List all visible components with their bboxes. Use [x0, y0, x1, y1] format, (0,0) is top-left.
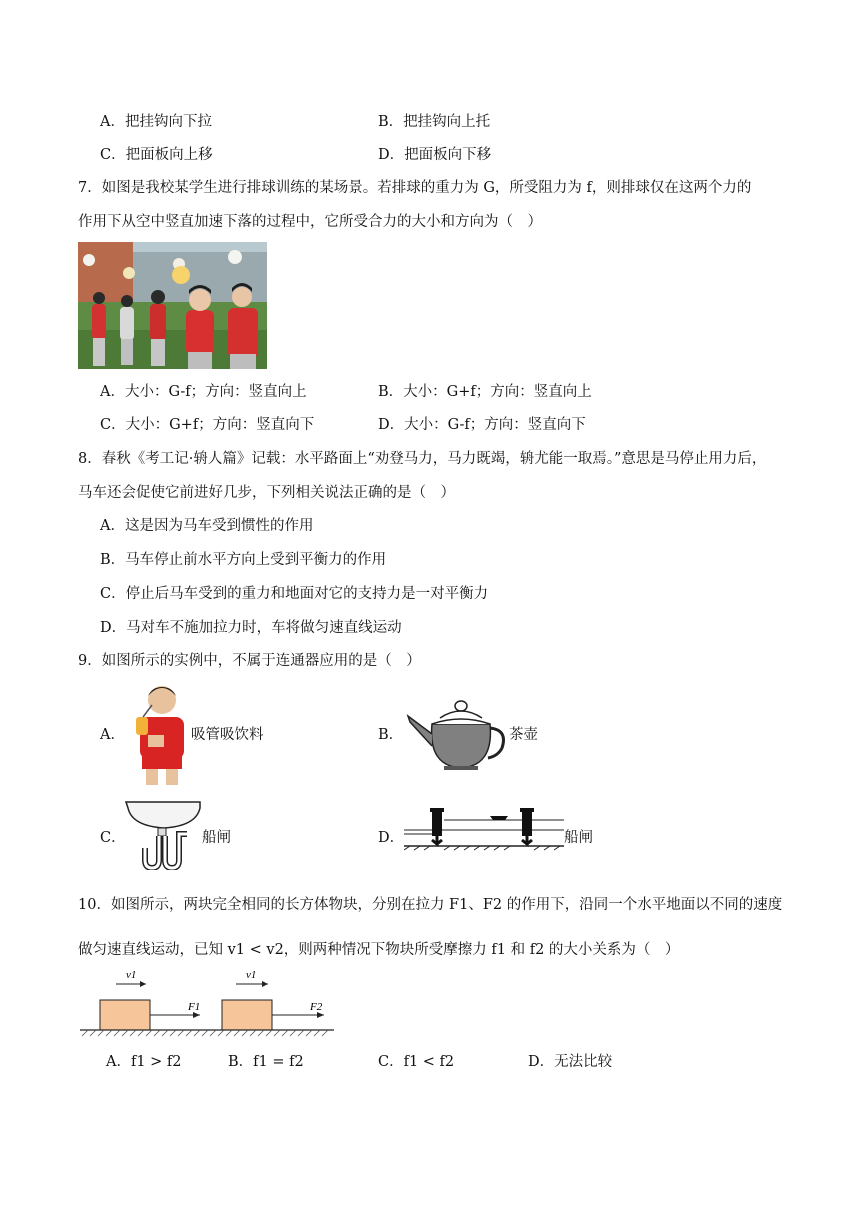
- drain-pipe-image: [124, 798, 202, 870]
- q6-option-a: A．把挂钩向下拉: [100, 114, 212, 130]
- q7-stem-line1: 7．如图是我校某学生进行排球训练的某场景。若排球的重力为 G，所受阻力为 f，则排球仅在这两个力的: [78, 180, 752, 196]
- q7-option-d: D．大小：G-f；方向：竖直向下: [378, 417, 586, 433]
- q10-stem-line1: 10．如图所示，两块完全相同的长方体物块，分别在拉力 F1、F2 的作用下，沿同一个水平地面以不同的速度: [78, 897, 783, 913]
- q7-stem-line2: 作用下从空中竖直加速下落的过程中，它所受合力的大小和方向为（ ）: [78, 214, 542, 230]
- q6-option-b: B．把挂钩向上托: [378, 114, 491, 130]
- q9-option-d-caption: 船闸: [564, 830, 593, 846]
- q9-option-c-caption: 船闸: [202, 830, 231, 846]
- q10-stem-line2: 做匀速直线运动，已知 v1 < v2，则两种情况下物块所受摩擦力 f1 和 f2 的大小关系为（ ）: [78, 942, 680, 958]
- blocks-diagram: [80, 964, 336, 1040]
- q7-option-c: C．大小：G+f；方向：竖直向下: [100, 417, 315, 433]
- q9-stem: 9．如图所示的实例中，不属于连通器应用的是（ ）: [78, 653, 421, 669]
- q8-option-b: B．马车停止前水平方向上受到平衡力的作用: [100, 552, 387, 568]
- q6-option-c: C．把面板向上移: [100, 147, 213, 163]
- q8-option-a: A．这是因为马车受到惯性的作用: [100, 518, 314, 534]
- boy-drinking-image: [128, 683, 190, 787]
- f2-label: F2: [310, 1001, 323, 1013]
- q9-option-a-key: A．: [100, 727, 125, 743]
- q9-option-a-caption: 吸管吸饮料: [191, 727, 264, 743]
- v1-label-a: v1: [126, 969, 137, 981]
- q6-option-d: D．把面板向下移: [378, 147, 492, 163]
- q9-option-c-key: C．: [100, 830, 126, 846]
- teapot-image: [404, 696, 508, 772]
- f1-label: F1: [188, 1001, 201, 1013]
- q10-option-b: B．f1 = f2: [228, 1054, 304, 1070]
- v1-label-b: v1: [246, 969, 257, 981]
- q7-option-b: B．大小：G+f；方向：竖直向上: [378, 384, 592, 400]
- q9-option-b-key: B．: [378, 727, 404, 743]
- q10-option-d: D．无法比较: [528, 1054, 613, 1070]
- q8-option-c: C．停止后马车受到的重力和地面对它的支持力是一对平衡力: [100, 586, 489, 602]
- q8-option-d: D．马对车不施加拉力时，车将做匀速直线运动: [100, 620, 402, 636]
- volleyball-photo: [78, 242, 267, 369]
- q9-option-b-caption: 茶壶: [509, 727, 538, 743]
- q7-option-a: A．大小：G-f；方向：竖直向上: [100, 384, 307, 400]
- q9-option-d-key: D．: [378, 830, 405, 846]
- q8-stem-line2: 马车还会促使它前进好几步，下列相关说法正确的是（ ）: [78, 485, 455, 501]
- q10-option-a: A．f1 > f2: [106, 1054, 182, 1070]
- q8-stem-line1: 8．春秋《考工记·辀人篇》记载：水平路面上“劝登马力，马力既竭，辀尤能一取焉。”意思是马停止用力后，: [78, 451, 767, 467]
- q10-option-c: C．f1 < f2: [378, 1054, 455, 1070]
- ship-lock-image: [404, 806, 564, 858]
